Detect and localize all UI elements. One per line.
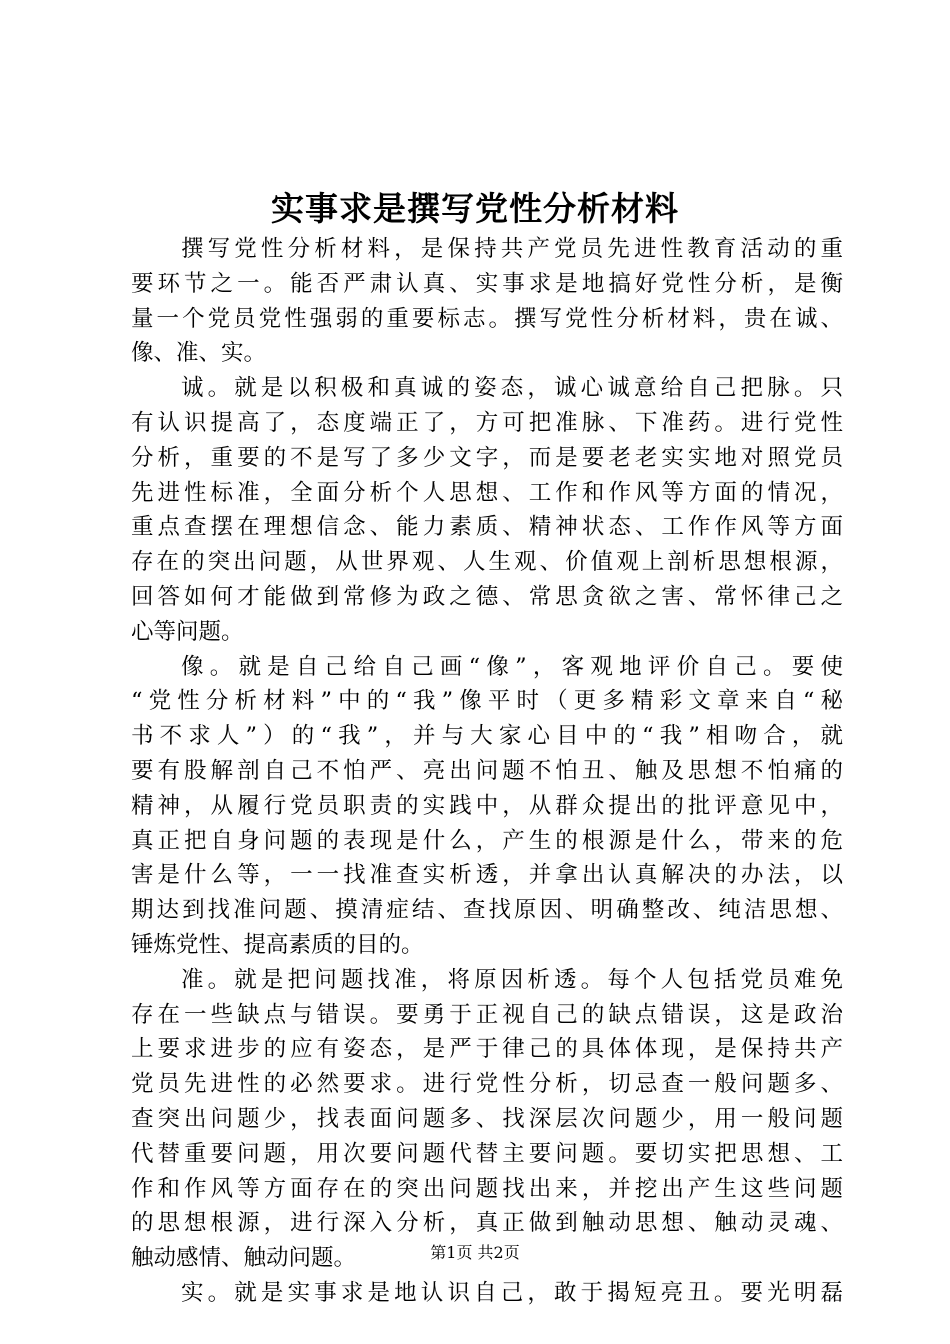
text-line: 真正把自身问题的表现是什么，产生的根源是什么，带来的危 bbox=[131, 827, 843, 854]
text-line: 量一个党员党性强弱的重要标志。撰写党性分析材料，贵在诚、 bbox=[131, 305, 843, 332]
text-line: 回答如何才能做到常修为政之德、常思贪欲之害、常怀律己之 bbox=[131, 583, 843, 610]
text-line: 要有股解剖自己不怕严、亮出问题不怕丑、触及思想不怕痛的 bbox=[131, 757, 843, 784]
text-line: 实。就是实事求是地认识自己，敢于揭短亮丑。要光明磊 bbox=[181, 1279, 843, 1306]
text-line: 存在一些缺点与错误。要勇于正视自己的缺点错误，这是政治 bbox=[131, 1001, 843, 1028]
text-line: 期达到找准问题、摸清症结、查找原因、明确整改、纯洁思想、 bbox=[131, 897, 843, 924]
text-line: 先进性标准，全面分析个人思想、工作和作风等方面的情况， bbox=[131, 479, 843, 506]
text-line: 书不求人”）的“我”，并与大家心目中的“我”相吻合，就 bbox=[131, 723, 843, 750]
text-line: 党员先进性的必然要求。进行党性分析，切忌查一般问题多、 bbox=[131, 1071, 843, 1098]
text-line: 触动感情、触动问题。 bbox=[131, 1245, 357, 1272]
text-line: 心等问题。 bbox=[131, 618, 244, 645]
text-line: 分析，重要的不是写了多少文字，而是要老老实实地对照党员 bbox=[131, 444, 843, 471]
text-line: 作和作风等方面存在的突出问题找出来，并挖出产生这些问题 bbox=[131, 1175, 843, 1202]
text-line: 准。就是把问题找准，将原因析透。每个人包括党员难免 bbox=[181, 966, 843, 993]
text-line: “党性分析材料”中的“我”像平时（更多精彩文章来自“秘 bbox=[131, 688, 843, 715]
text-line: 上要求进步的应有姿态，是严于律己的具体体现，是保持共产 bbox=[131, 1036, 843, 1063]
text-line: 锤炼党性、提高素质的目的。 bbox=[131, 931, 424, 958]
text-line: 重点查摆在理想信念、能力素质、精神状态、工作作风等方面 bbox=[131, 514, 843, 541]
text-line: 的思想根源，进行深入分析，真正做到触动思想、触动灵魂、 bbox=[131, 1210, 843, 1237]
text-line: 撰写党性分析材料，是保持共产党员先进性教育活动的重 bbox=[181, 236, 843, 262]
text-line: 存在的突出问题，从世界观、人生观、价值观上剖析思想根源， bbox=[131, 549, 843, 576]
text-line: 精神，从履行党员职责的实践中，从群众提出的批评意见中， bbox=[131, 792, 843, 819]
text-line: 要环节之一。能否严肃认真、实事求是地搞好党性分析，是衡 bbox=[131, 270, 843, 297]
text-line: 有认识提高了，态度端正了，方可把准脉、下准药。进行党性 bbox=[131, 409, 843, 436]
text-line: 像、准、实。 bbox=[131, 340, 267, 367]
document-body bbox=[131, 232, 843, 1311]
text-line: 代替重要问题，用次要问题代替主要问题。要切实把思想、工 bbox=[131, 1140, 843, 1167]
page-footer: 第1页 共2页 bbox=[430, 1243, 520, 1262]
text-line: 害是什么等，一一找准查实析透，并拿出认真解决的办法，以 bbox=[131, 862, 843, 889]
text-line: 查突出问题少，找表面问题多、找深层次问题少，用一般问题 bbox=[131, 1105, 843, 1132]
document-title: 实事求是撰写党性分析材料 bbox=[271, 189, 679, 228]
text-line: 诚。就是以积极和真诚的姿态，诚心诚意给自己把脉。只 bbox=[181, 375, 843, 402]
text-line: 像。就是自己给自己画“像”，客观地评价自己。要使 bbox=[181, 653, 843, 680]
